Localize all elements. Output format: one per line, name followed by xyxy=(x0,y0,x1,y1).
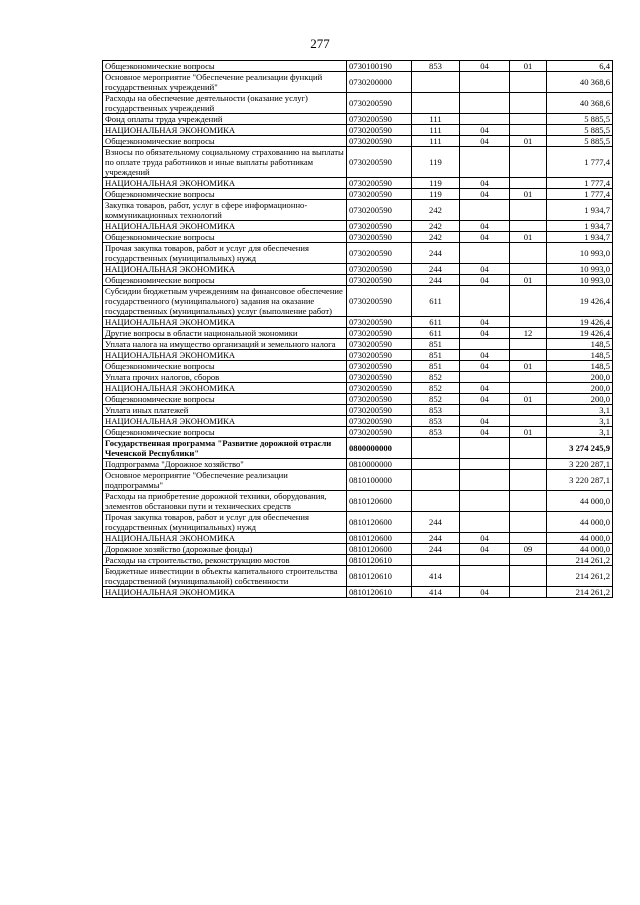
row-sum: 6,4 xyxy=(547,61,613,72)
row-vr-code: 111 xyxy=(412,125,460,136)
row-vr-code: 852 xyxy=(412,383,460,394)
row-csr-code: 0730200590 xyxy=(347,339,412,350)
row-name: НАЦИОНАЛЬНАЯ ЭКОНОМИКА xyxy=(103,533,347,544)
row-name: Расходы на строительство, реконструкцию мостов xyxy=(103,555,347,566)
row-csr-code: 0730200590 xyxy=(347,189,412,200)
row-pr-code: 01 xyxy=(510,61,547,72)
row-name: НАЦИОНАЛЬНАЯ ЭКОНОМИКА xyxy=(103,587,347,598)
row-csr-code: 0730200590 xyxy=(347,394,412,405)
row-rz-code: 04 xyxy=(460,361,510,372)
table-row xyxy=(103,470,613,491)
row-sum: 148,5 xyxy=(547,350,613,361)
table-row xyxy=(103,147,613,178)
row-vr-code: 119 xyxy=(412,189,460,200)
row-vr-code: 853 xyxy=(412,405,460,416)
row-sum: 40 368,6 xyxy=(547,72,613,93)
row-name: НАЦИОНАЛЬНАЯ ЭКОНОМИКА xyxy=(103,221,347,232)
row-sum: 148,5 xyxy=(547,361,613,372)
row-csr-code: 0730200000 xyxy=(347,72,412,93)
table-row xyxy=(103,72,613,93)
row-pr-code xyxy=(510,125,547,136)
row-sum: 10 993,0 xyxy=(547,275,613,286)
row-rz-code: 04 xyxy=(460,178,510,189)
row-pr-code: 01 xyxy=(510,136,547,147)
row-name: Общеэкономические вопросы xyxy=(103,136,347,147)
row-name: Общеэкономические вопросы xyxy=(103,361,347,372)
row-rz-code: 04 xyxy=(460,221,510,232)
row-pr-code: 01 xyxy=(510,361,547,372)
row-sum: 214 261,2 xyxy=(547,566,613,587)
row-csr-code: 0730200590 xyxy=(347,361,412,372)
table-row xyxy=(103,427,613,438)
row-pr-code xyxy=(510,147,547,178)
table-row xyxy=(103,361,613,372)
row-csr-code: 0730100190 xyxy=(347,61,412,72)
row-name: НАЦИОНАЛЬНАЯ ЭКОНОМИКА xyxy=(103,383,347,394)
row-pr-code xyxy=(510,566,547,587)
row-csr-code: 0730200590 xyxy=(347,114,412,125)
table-row xyxy=(103,350,613,361)
table-row xyxy=(103,189,613,200)
table-row xyxy=(103,459,613,470)
page-number: 277 xyxy=(310,36,330,51)
row-name: Взносы по обязательному социальному страхованию на выплаты по оплате труда работников и иные выплаты работникам учреждений xyxy=(103,147,347,178)
row-csr-code: 0730200590 xyxy=(347,383,412,394)
row-sum: 214 261,2 xyxy=(547,555,613,566)
row-csr-code: 0730200590 xyxy=(347,372,412,383)
row-csr-code: 0730200590 xyxy=(347,221,412,232)
row-vr-code: 244 xyxy=(412,533,460,544)
row-vr-code: 611 xyxy=(412,286,460,317)
row-rz-code xyxy=(460,286,510,317)
table-row xyxy=(103,264,613,275)
row-pr-code xyxy=(510,221,547,232)
row-sum: 200,0 xyxy=(547,383,613,394)
row-vr-code: 852 xyxy=(412,394,460,405)
row-csr-code: 0730200590 xyxy=(347,350,412,361)
row-vr-code: 851 xyxy=(412,350,460,361)
table-row xyxy=(103,544,613,555)
row-csr-code: 0730200590 xyxy=(347,427,412,438)
row-csr-code: 0810120600 xyxy=(347,491,412,512)
table-row xyxy=(103,114,613,125)
row-csr-code: 0810100000 xyxy=(347,470,412,491)
row-pr-code xyxy=(510,383,547,394)
row-csr-code: 0730200590 xyxy=(347,405,412,416)
row-csr-code: 0810120610 xyxy=(347,587,412,598)
row-sum: 19 426,4 xyxy=(547,286,613,317)
row-name: Другие вопросы в области национальной экономики xyxy=(103,328,347,339)
row-name: Общеэкономические вопросы xyxy=(103,61,347,72)
row-rz-code: 04 xyxy=(460,416,510,427)
row-csr-code: 0810120610 xyxy=(347,555,412,566)
row-pr-code xyxy=(510,555,547,566)
row-pr-code xyxy=(510,533,547,544)
row-rz-code xyxy=(460,114,510,125)
row-vr-code: 242 xyxy=(412,221,460,232)
row-rz-code xyxy=(460,405,510,416)
budget-table xyxy=(102,60,613,598)
table-row xyxy=(103,394,613,405)
row-pr-code: 01 xyxy=(510,275,547,286)
row-sum: 10 993,0 xyxy=(547,243,613,264)
row-pr-code xyxy=(510,264,547,275)
row-csr-code: 0730200590 xyxy=(347,275,412,286)
row-csr-code: 0730200590 xyxy=(347,232,412,243)
row-sum: 214 261,2 xyxy=(547,587,613,598)
table-row xyxy=(103,438,613,459)
row-vr-code: 242 xyxy=(412,200,460,221)
row-csr-code: 0810120600 xyxy=(347,533,412,544)
table-row xyxy=(103,221,613,232)
row-name: Бюджетные инвестиции в объекты капитального строительства государственной (муниципальной) собственности xyxy=(103,566,347,587)
row-rz-code: 04 xyxy=(460,587,510,598)
row-sum: 148,5 xyxy=(547,339,613,350)
row-rz-code xyxy=(460,93,510,114)
row-pr-code xyxy=(510,243,547,264)
row-sum: 5 885,5 xyxy=(547,125,613,136)
row-pr-code: 12 xyxy=(510,328,547,339)
row-csr-code: 0810120600 xyxy=(347,512,412,533)
row-pr-code xyxy=(510,114,547,125)
row-vr-code: 244 xyxy=(412,243,460,264)
row-csr-code: 0730200590 xyxy=(347,147,412,178)
row-rz-code: 04 xyxy=(460,394,510,405)
row-vr-code: 852 xyxy=(412,372,460,383)
row-vr-code: 242 xyxy=(412,232,460,243)
row-vr-code xyxy=(412,459,460,470)
row-pr-code: 01 xyxy=(510,232,547,243)
row-sum: 1 777,4 xyxy=(547,178,613,189)
row-rz-code: 04 xyxy=(460,61,510,72)
row-sum: 3,1 xyxy=(547,405,613,416)
row-vr-code: 853 xyxy=(412,61,460,72)
row-sum: 40 368,6 xyxy=(547,93,613,114)
row-name: Уплата прочих налогов, сборов xyxy=(103,372,347,383)
row-rz-code: 04 xyxy=(460,264,510,275)
row-rz-code: 04 xyxy=(460,232,510,243)
row-vr-code: 851 xyxy=(412,339,460,350)
row-sum: 19 426,4 xyxy=(547,328,613,339)
table-row xyxy=(103,339,613,350)
row-name: Прочая закупка товаров, работ и услуг для обеспечения государственных (муниципальных) нужд xyxy=(103,512,347,533)
table-row xyxy=(103,491,613,512)
row-pr-code xyxy=(510,339,547,350)
row-csr-code: 0810000000 xyxy=(347,459,412,470)
row-rz-code: 04 xyxy=(460,317,510,328)
row-vr-code: 119 xyxy=(412,147,460,178)
row-vr-code: 119 xyxy=(412,178,460,189)
table-row xyxy=(103,533,613,544)
row-rz-code: 04 xyxy=(460,383,510,394)
table-row xyxy=(103,317,613,328)
row-csr-code: 0730200590 xyxy=(347,136,412,147)
row-csr-code: 0730200590 xyxy=(347,264,412,275)
row-rz-code xyxy=(460,243,510,264)
row-name: НАЦИОНАЛЬНАЯ ЭКОНОМИКА xyxy=(103,178,347,189)
row-name: Основное мероприятие "Обеспечение реализации функций государственных учреждений" xyxy=(103,72,347,93)
row-vr-code xyxy=(412,470,460,491)
row-rz-code: 04 xyxy=(460,427,510,438)
row-csr-code: 0810120610 xyxy=(347,566,412,587)
row-csr-code: 0730200590 xyxy=(347,328,412,339)
table-row xyxy=(103,93,613,114)
row-pr-code xyxy=(510,405,547,416)
table-row xyxy=(103,555,613,566)
table-row xyxy=(103,232,613,243)
row-name: Общеэкономические вопросы xyxy=(103,427,347,438)
row-sum: 3,1 xyxy=(547,416,613,427)
row-csr-code: 0730200590 xyxy=(347,200,412,221)
row-sum: 44 000,0 xyxy=(547,533,613,544)
row-name: Общеэкономические вопросы xyxy=(103,189,347,200)
row-pr-code: 09 xyxy=(510,544,547,555)
row-vr-code: 853 xyxy=(412,427,460,438)
row-pr-code xyxy=(510,438,547,459)
row-rz-code: 04 xyxy=(460,125,510,136)
row-pr-code: 01 xyxy=(510,189,547,200)
row-rz-code: 04 xyxy=(460,328,510,339)
row-pr-code xyxy=(510,286,547,317)
table-row xyxy=(103,61,613,72)
table-row xyxy=(103,178,613,189)
table-row xyxy=(103,200,613,221)
row-name: Расходы на обеспечение деятельности (оказание услуг) государственных учреждений xyxy=(103,93,347,114)
table-row xyxy=(103,383,613,394)
row-name: Уплата иных платежей xyxy=(103,405,347,416)
row-vr-code: 611 xyxy=(412,328,460,339)
table-row xyxy=(103,587,613,598)
row-sum: 5 885,5 xyxy=(547,114,613,125)
row-rz-code: 04 xyxy=(460,275,510,286)
row-name: Расходы на приобретение дорожной техники, оборудования, элементов обстановки пути и технических средств xyxy=(103,491,347,512)
table-row xyxy=(103,275,613,286)
row-rz-code xyxy=(460,200,510,221)
row-name: НАЦИОНАЛЬНАЯ ЭКОНОМИКА xyxy=(103,317,347,328)
row-sum: 1 934,7 xyxy=(547,221,613,232)
row-name: НАЦИОНАЛЬНАЯ ЭКОНОМИКА xyxy=(103,416,347,427)
row-name: Подпрограмма "Дорожное хозяйство" xyxy=(103,459,347,470)
row-vr-code xyxy=(412,93,460,114)
row-name: Фонд оплаты труда учреждений xyxy=(103,114,347,125)
row-name: НАЦИОНАЛЬНАЯ ЭКОНОМИКА xyxy=(103,125,347,136)
table-row xyxy=(103,286,613,317)
row-pr-code xyxy=(510,470,547,491)
row-sum: 3 274 245,9 xyxy=(547,438,613,459)
row-pr-code xyxy=(510,416,547,427)
row-pr-code xyxy=(510,350,547,361)
table-row xyxy=(103,125,613,136)
row-sum: 3,1 xyxy=(547,427,613,438)
row-sum: 1 777,4 xyxy=(547,147,613,178)
row-pr-code: 01 xyxy=(510,394,547,405)
row-pr-code xyxy=(510,178,547,189)
row-pr-code xyxy=(510,200,547,221)
row-sum: 3 220 287,1 xyxy=(547,470,613,491)
row-rz-code xyxy=(460,470,510,491)
row-sum: 19 426,4 xyxy=(547,317,613,328)
row-vr-code xyxy=(412,555,460,566)
row-pr-code xyxy=(510,72,547,93)
row-pr-code xyxy=(510,587,547,598)
row-pr-code: 01 xyxy=(510,427,547,438)
row-csr-code: 0730200590 xyxy=(347,286,412,317)
row-vr-code: 244 xyxy=(412,512,460,533)
row-csr-code: 0730200590 xyxy=(347,93,412,114)
row-rz-code: 04 xyxy=(460,136,510,147)
table-row xyxy=(103,416,613,427)
row-sum: 44 000,0 xyxy=(547,491,613,512)
row-vr-code: 611 xyxy=(412,317,460,328)
row-rz-code xyxy=(460,339,510,350)
row-pr-code xyxy=(510,491,547,512)
row-pr-code xyxy=(510,512,547,533)
row-rz-code xyxy=(460,72,510,93)
row-sum: 44 000,0 xyxy=(547,512,613,533)
row-sum: 5 885,5 xyxy=(547,136,613,147)
row-rz-code: 04 xyxy=(460,350,510,361)
row-name: НАЦИОНАЛЬНАЯ ЭКОНОМИКА xyxy=(103,264,347,275)
row-name: Общеэкономические вопросы xyxy=(103,394,347,405)
row-name: Дорожное хозяйство (дорожные фонды) xyxy=(103,544,347,555)
row-rz-code xyxy=(460,555,510,566)
row-sum: 3 220 287,1 xyxy=(547,459,613,470)
row-vr-code xyxy=(412,491,460,512)
row-vr-code: 851 xyxy=(412,361,460,372)
row-rz-code xyxy=(460,512,510,533)
row-pr-code xyxy=(510,317,547,328)
row-rz-code: 04 xyxy=(460,189,510,200)
table-row xyxy=(103,372,613,383)
row-rz-code xyxy=(460,566,510,587)
table-row xyxy=(103,328,613,339)
table-row xyxy=(103,136,613,147)
row-sum: 44 000,0 xyxy=(547,544,613,555)
row-vr-code: 244 xyxy=(412,264,460,275)
row-csr-code: 0730200590 xyxy=(347,317,412,328)
table-body xyxy=(103,61,613,598)
row-vr-code: 111 xyxy=(412,114,460,125)
row-rz-code xyxy=(460,491,510,512)
row-rz-code xyxy=(460,147,510,178)
row-vr-code: 414 xyxy=(412,587,460,598)
row-vr-code: 414 xyxy=(412,566,460,587)
row-rz-code xyxy=(460,459,510,470)
row-rz-code: 04 xyxy=(460,533,510,544)
table-row xyxy=(103,243,613,264)
row-rz-code: 04 xyxy=(460,544,510,555)
row-vr-code: 111 xyxy=(412,136,460,147)
row-name: Общеэкономические вопросы xyxy=(103,275,347,286)
row-pr-code xyxy=(510,372,547,383)
row-name: Закупка товаров, работ, услуг в сфере информационно-коммуникационных технологий xyxy=(103,200,347,221)
row-name: Прочая закупка товаров, работ и услуг для обеспечения государственных (муниципальных) нужд xyxy=(103,243,347,264)
row-name: Субсидии бюджетным учреждениям на финансовое обеспечение государственного (муниципального) задания на оказание государственных (муниципальных) услуг (выполнение работ) xyxy=(103,286,347,317)
row-vr-code xyxy=(412,72,460,93)
row-name: Основное мероприятие "Обеспечение реализации подпрограммы" xyxy=(103,470,347,491)
table-row xyxy=(103,566,613,587)
row-sum: 200,0 xyxy=(547,372,613,383)
row-pr-code xyxy=(510,93,547,114)
row-rz-code xyxy=(460,438,510,459)
row-rz-code xyxy=(460,372,510,383)
row-pr-code xyxy=(510,459,547,470)
row-name: Государственная программа "Развитие дорожной отрасли Чеченской Республики" xyxy=(103,438,347,459)
row-csr-code: 0730200590 xyxy=(347,416,412,427)
row-vr-code: 244 xyxy=(412,544,460,555)
row-sum: 1 777,4 xyxy=(547,189,613,200)
row-csr-code: 0800000000 xyxy=(347,438,412,459)
row-sum: 1 934,7 xyxy=(547,232,613,243)
row-vr-code xyxy=(412,438,460,459)
row-name: Общеэкономические вопросы xyxy=(103,232,347,243)
table-row xyxy=(103,405,613,416)
row-sum: 10 993,0 xyxy=(547,264,613,275)
row-vr-code: 853 xyxy=(412,416,460,427)
row-vr-code: 244 xyxy=(412,275,460,286)
row-name: Уплата налога на имущество организаций и земельного налога xyxy=(103,339,347,350)
row-csr-code: 0730200590 xyxy=(347,125,412,136)
row-csr-code: 0810120600 xyxy=(347,544,412,555)
row-csr-code: 0730200590 xyxy=(347,178,412,189)
row-sum: 1 934,7 xyxy=(547,200,613,221)
table-row xyxy=(103,512,613,533)
row-sum: 200,0 xyxy=(547,394,613,405)
row-name: НАЦИОНАЛЬНАЯ ЭКОНОМИКА xyxy=(103,350,347,361)
row-csr-code: 0730200590 xyxy=(347,243,412,264)
